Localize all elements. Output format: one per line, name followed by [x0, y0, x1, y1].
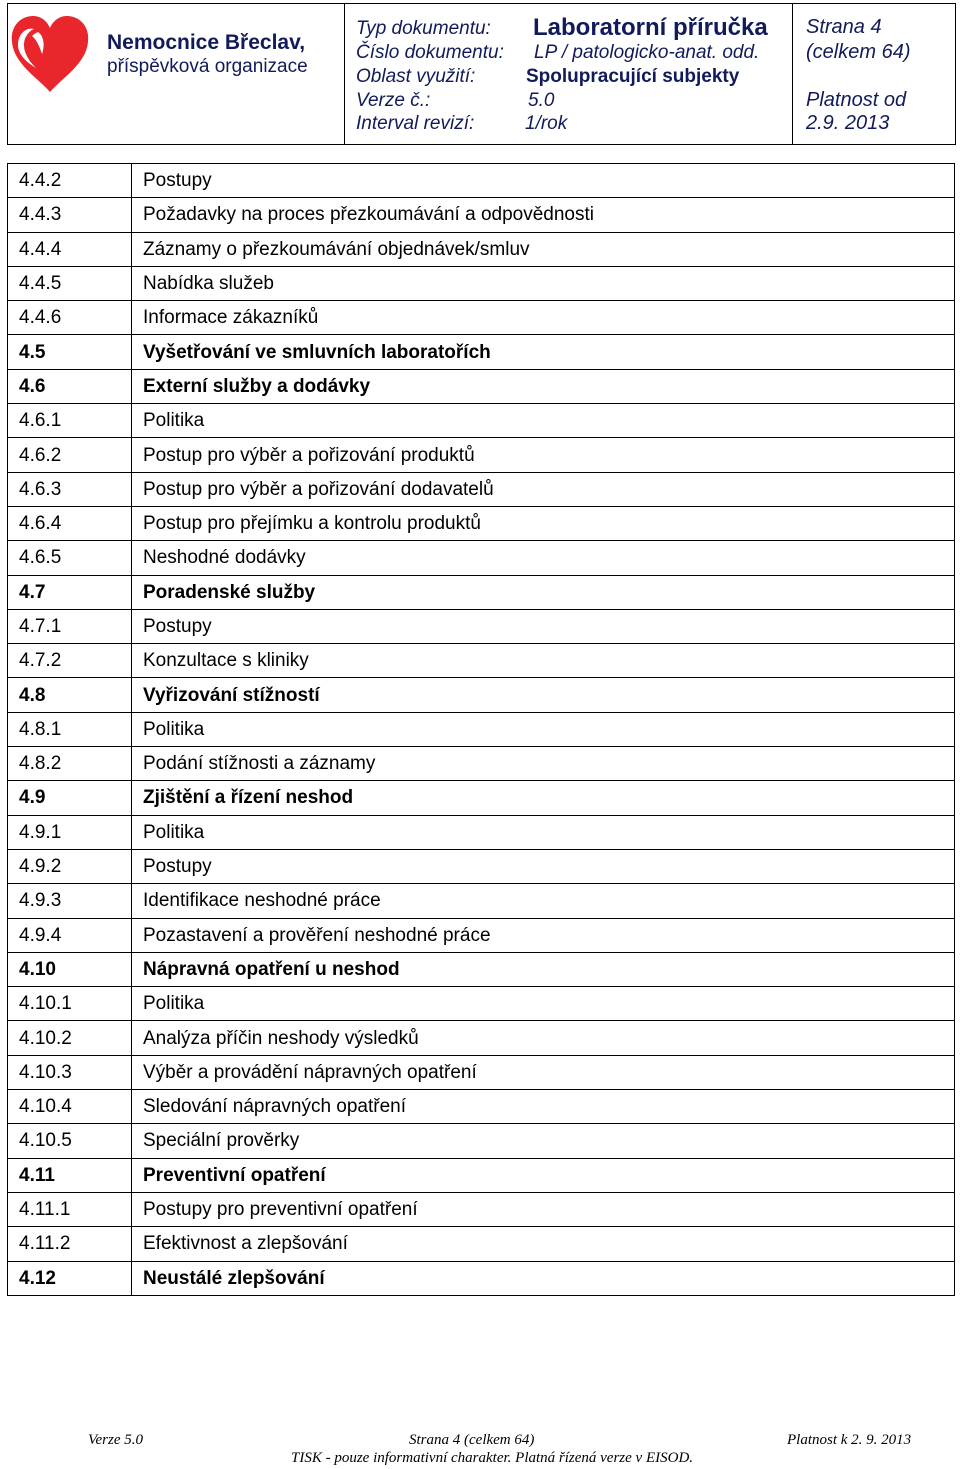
toc-section-title: Požadavky na proces přezkoumávání a odpovědnosti: [132, 198, 955, 232]
toc-section-title: Speciální prověrky: [132, 1124, 955, 1158]
toc-row: [8, 747, 955, 781]
toc-section-title: Nabídka služeb: [132, 266, 955, 300]
doc-type-value: Laboratorní příručka: [533, 14, 768, 41]
toc-section-title: Politika: [132, 404, 955, 438]
toc-row: [8, 1158, 955, 1192]
toc-row: [8, 884, 955, 918]
toc-row: [8, 987, 955, 1021]
toc-section-number: 4.6.5: [8, 541, 132, 575]
toc-section-number: 4.10.1: [8, 987, 132, 1021]
toc-section-number: 4.4.2: [8, 164, 132, 198]
page-total: (celkem 64): [806, 41, 911, 63]
page-number: Strana 4: [806, 16, 882, 38]
toc-section-number: 4.5: [8, 335, 132, 369]
toc-row: [8, 472, 955, 506]
doc-revision-value: 1/rok: [525, 113, 568, 134]
toc-section-title: Preventivní opatření: [132, 1158, 955, 1192]
toc-row: [8, 198, 955, 232]
toc-section-number: 4.9.2: [8, 849, 132, 883]
doc-revision-row: [356, 113, 789, 137]
toc-row: [8, 781, 955, 815]
footer-validity: Platnost k 2. 9. 2013: [787, 1432, 912, 1448]
toc-section-title: Poradenské služby: [132, 575, 955, 609]
document-header: [7, 3, 956, 145]
toc-section-number: 4.11.2: [8, 1227, 132, 1261]
toc-section-number: 4.7.1: [8, 609, 132, 643]
toc-section-title: Postupy: [132, 849, 955, 883]
toc-section-number: 4.10.4: [8, 1090, 132, 1124]
toc-section-title: Výběr a provádění nápravných opatření: [132, 1055, 955, 1089]
toc-section-number: 4.6.3: [8, 472, 132, 506]
toc-section-title: Analýza příčin neshody výsledků: [132, 1021, 955, 1055]
toc-section-number: 4.10.5: [8, 1124, 132, 1158]
toc-row: [8, 164, 955, 198]
toc-section-title: Externí služby a dodávky: [132, 369, 955, 403]
toc-section-title: Neustálé zlepšování: [132, 1261, 955, 1295]
table-of-contents: [7, 163, 955, 1296]
doc-scope-row: [356, 66, 789, 90]
toc-section-number: 4.9.3: [8, 884, 132, 918]
toc-row: [8, 1055, 955, 1089]
toc-row: [8, 335, 955, 369]
toc-row: [8, 1090, 955, 1124]
toc-section-title: Postupy: [132, 609, 955, 643]
toc-section-title: Politika: [132, 987, 955, 1021]
toc-section-title: Postup pro výběr a pořizování produktů: [132, 438, 955, 472]
doc-version-label: Verze č.:: [356, 90, 431, 111]
toc-section-number: 4.10: [8, 952, 132, 986]
toc-row: [8, 849, 955, 883]
toc-section-title: Politika: [132, 815, 955, 849]
toc-section-number: 4.8.1: [8, 712, 132, 746]
doc-scope-label: Oblast využití:: [356, 66, 476, 87]
toc-row: [8, 678, 955, 712]
hospital-heart-logo-icon: [8, 12, 92, 96]
toc-row: [8, 266, 955, 300]
toc-section-number: 4.8: [8, 678, 132, 712]
toc-row: [8, 232, 955, 266]
toc-section-number: 4.7.2: [8, 644, 132, 678]
toc-row: [8, 541, 955, 575]
page-info-cell: [792, 4, 955, 144]
toc-section-title: Sledování nápravných opatření: [132, 1090, 955, 1124]
toc-section-title: Neshodné dodávky: [132, 541, 955, 575]
toc-row: [8, 644, 955, 678]
toc-row: [8, 1124, 955, 1158]
toc-section-title: Postupy: [132, 164, 955, 198]
toc-section-number: 4.4.5: [8, 266, 132, 300]
footer-notice: TISK - pouze informativní charakter. Platná řízená verze v EISOD.: [291, 1450, 694, 1466]
toc-section-title: Vyřizování stížností: [132, 678, 955, 712]
validity-date: 2.9. 2013: [806, 112, 890, 134]
toc-row: [8, 1261, 955, 1295]
toc-row: [8, 301, 955, 335]
toc-section-number: 4.11: [8, 1158, 132, 1192]
toc-section-title: Záznamy o přezkoumávání objednávek/smluv: [132, 232, 955, 266]
organization-cell: [8, 4, 344, 144]
toc-section-title: Nápravná opatření u neshod: [132, 952, 955, 986]
toc-row: [8, 815, 955, 849]
toc-row: [8, 506, 955, 540]
toc-row: [8, 952, 955, 986]
toc-row: [8, 575, 955, 609]
footer-version: Verze 5.0: [88, 1432, 143, 1448]
toc-section-number: 4.4.3: [8, 198, 132, 232]
validity-label: Platnost od: [806, 89, 907, 111]
toc-section-title: Informace zákazníků: [132, 301, 955, 335]
toc-section-number: 4.9.4: [8, 918, 132, 952]
toc-section-number: 4.6: [8, 369, 132, 403]
toc-row: [8, 1227, 955, 1261]
toc-section-title: Politika: [132, 712, 955, 746]
toc-body: [8, 164, 955, 1296]
toc-section-number: 4.6.2: [8, 438, 132, 472]
toc-section-number: 4.10.3: [8, 1055, 132, 1089]
toc-section-number: 4.4.4: [8, 232, 132, 266]
toc-row: [8, 404, 955, 438]
doc-number-label: Číslo dokumentu:: [356, 42, 504, 63]
toc-row: [8, 369, 955, 403]
toc-section-number: 4.4.6: [8, 301, 132, 335]
toc-row: [8, 918, 955, 952]
document-info-cell: [344, 4, 793, 144]
toc-row: [8, 609, 955, 643]
toc-section-title: Postupy pro preventivní opatření: [132, 1192, 955, 1226]
toc-section-title: Identifikace neshodné práce: [132, 884, 955, 918]
toc-row: [8, 712, 955, 746]
toc-row: [8, 1192, 955, 1226]
toc-section-number: 4.6.4: [8, 506, 132, 540]
toc-section-number: 4.10.2: [8, 1021, 132, 1055]
doc-type-label: Typ dokumentu:: [356, 18, 491, 39]
toc-section-number: 4.7: [8, 575, 132, 609]
toc-section-title: Pozastavení a prověření neshodné práce: [132, 918, 955, 952]
organization-subtitle: příspěvková organizace: [107, 56, 308, 77]
toc-section-title: Postup pro výběr a pořizování dodavatelů: [132, 472, 955, 506]
toc-section-number: 4.9.1: [8, 815, 132, 849]
toc-section-number: 4.11.1: [8, 1192, 132, 1226]
toc-section-number: 4.9: [8, 781, 132, 815]
toc-section-number: 4.12: [8, 1261, 132, 1295]
footer-page: Strana 4 (celkem 64): [409, 1432, 535, 1448]
toc-row: [8, 438, 955, 472]
toc-section-title: Efektivnost a zlepšování: [132, 1227, 955, 1261]
toc-section-title: Podání stížnosti a záznamy: [132, 747, 955, 781]
organization-name: Nemocnice Břeclav,: [107, 31, 306, 54]
toc-row: [8, 1021, 955, 1055]
doc-version-value: 5.0: [528, 90, 555, 111]
toc-section-title: Konzultace s kliniky: [132, 644, 955, 678]
doc-number-value: LP / patologicko-anat. odd.: [534, 42, 760, 63]
toc-section-number: 4.8.2: [8, 747, 132, 781]
doc-number-row: [356, 42, 789, 66]
toc-section-title: Zjištění a řízení neshod: [132, 781, 955, 815]
doc-version-row: [356, 90, 789, 114]
doc-revision-label: Interval revizí:: [356, 113, 475, 134]
toc-section-number: 4.6.1: [8, 404, 132, 438]
toc-section-title: Postup pro přejímku a kontrolu produktů: [132, 506, 955, 540]
doc-type-row: [356, 14, 789, 42]
toc-section-title: Vyšetřování ve smluvních laboratořích: [132, 335, 955, 369]
doc-scope-value: Spolupracující subjekty: [526, 66, 740, 87]
